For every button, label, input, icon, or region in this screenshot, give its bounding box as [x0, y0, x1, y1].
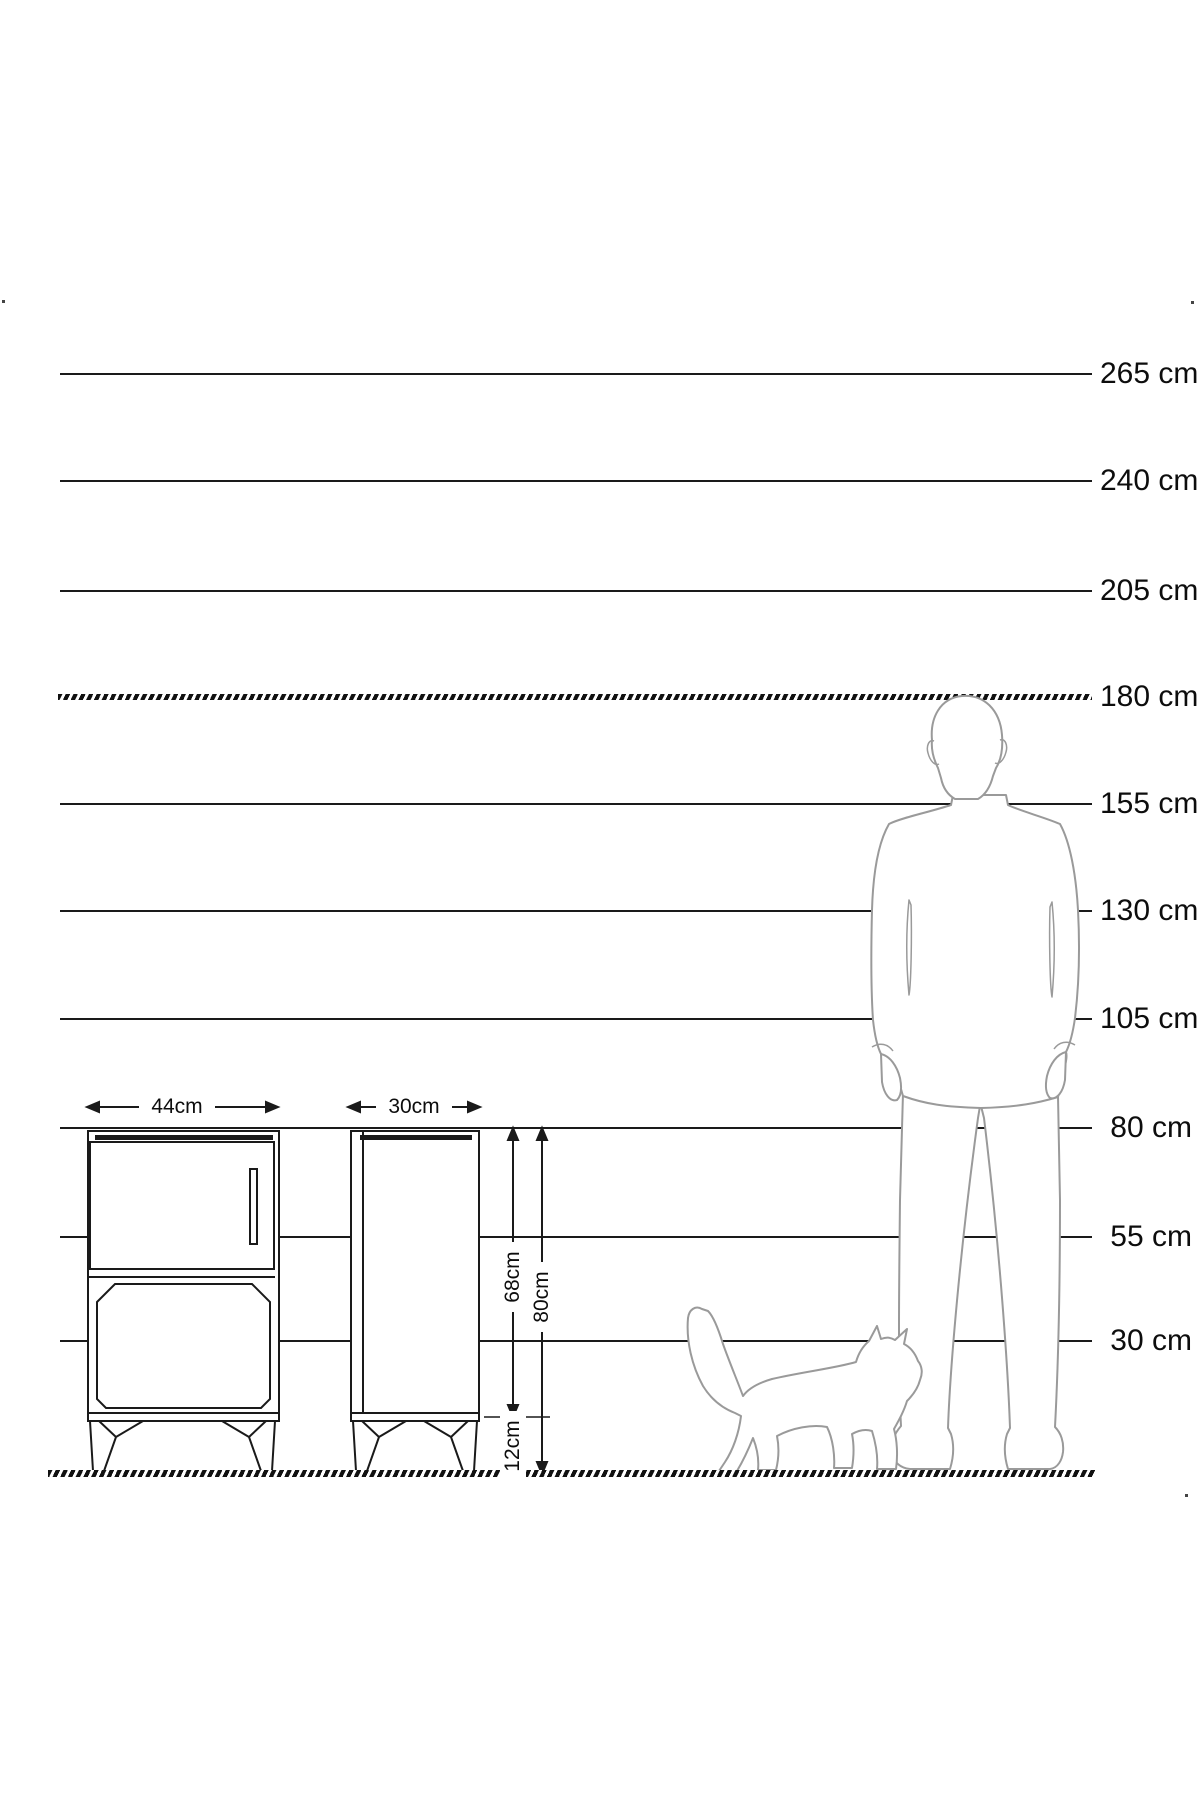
ruler-label-240: 240 cm [1100, 464, 1199, 497]
dim-side-depth-label: 30cm [376, 1094, 452, 1120]
ruler-label-130: 130 cm [1100, 894, 1199, 927]
dim-leg-height-label: 12cm [500, 1411, 526, 1481]
dim-total-height-label: 80cm [529, 1262, 555, 1332]
artifact-speck [1185, 1494, 1188, 1497]
ground-line [48, 1470, 1095, 1477]
ruler-label-265: 265 cm [1100, 357, 1199, 390]
artifact-speck [2, 300, 5, 303]
artifact-speck [1191, 301, 1194, 304]
cabinet-legs [90, 1421, 477, 1471]
ruler-label-55: 55 cm [1110, 1220, 1192, 1253]
cat-silhouette [688, 1308, 922, 1471]
ruler-label-105: 105 cm [1100, 1002, 1199, 1035]
dim-front-width-label: 44cm [139, 1094, 215, 1120]
ruler-label-180: 180 cm [1100, 680, 1199, 713]
cabinet-niche-panel [97, 1284, 270, 1408]
ruler-label-80: 80 cm [1110, 1111, 1192, 1144]
ruler-label-30: 30 cm [1110, 1324, 1192, 1357]
ruler-label-155: 155 cm [1100, 787, 1199, 820]
dim-carcass-height-label: 68cm [500, 1242, 526, 1312]
ruler-label-205: 205 cm [1100, 574, 1199, 607]
